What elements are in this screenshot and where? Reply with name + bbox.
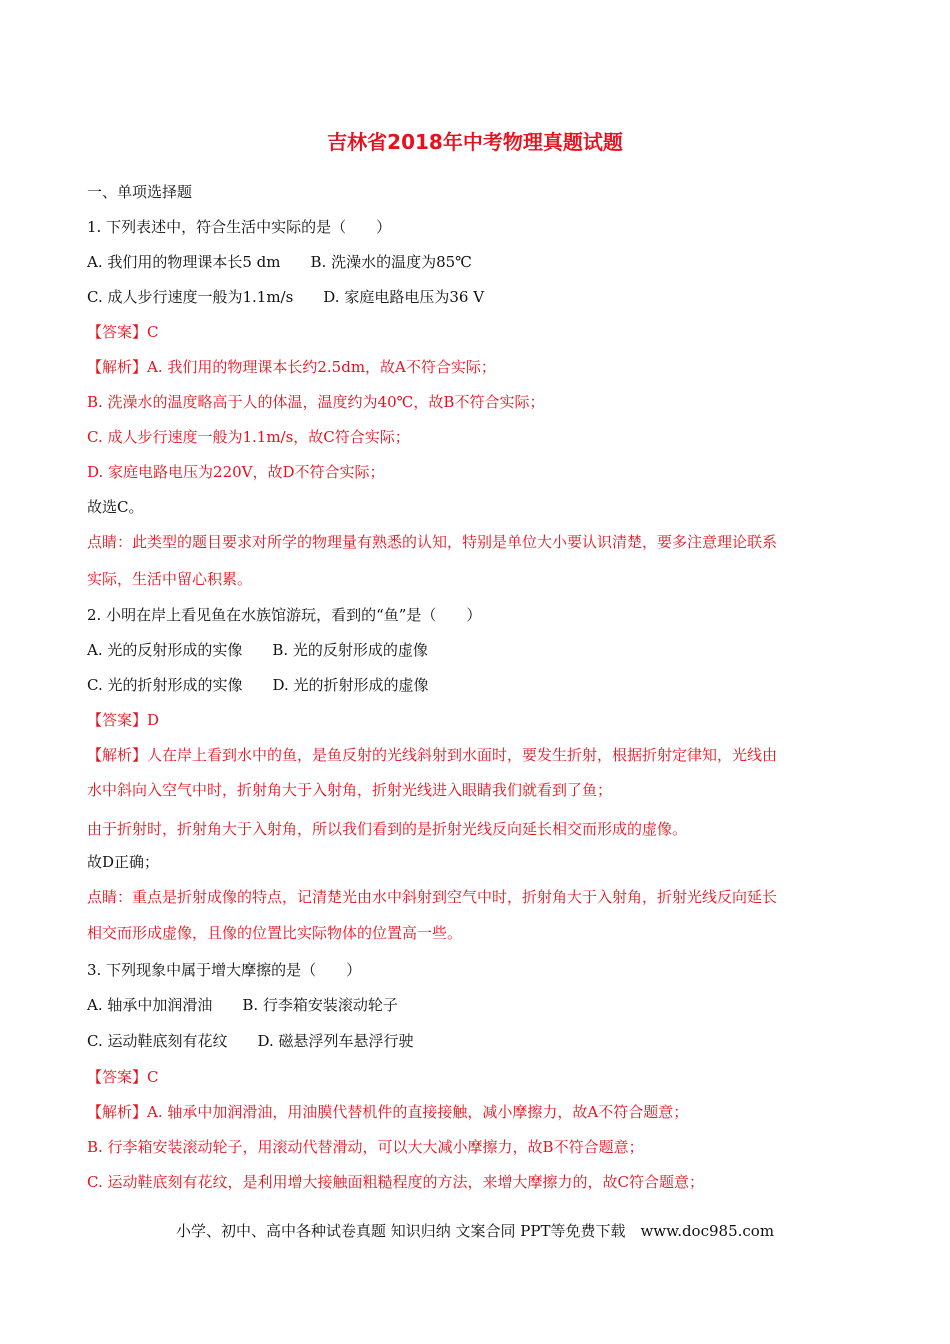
text-line: C. 光的折射形成的实像 D. 光的折射形成的虚像 bbox=[87, 676, 429, 694]
text-line: 1. 下列表述中，符合生活中实际的是（ ） bbox=[87, 218, 392, 236]
text-line: 点睛：此类型的题目要求对所学的物理量有熟悉的认知，特别是单位大小要认识清楚，要多注意理论联系 bbox=[87, 533, 778, 551]
text-line: 【解析】A. 我们用的物理课本长约2.5dm，故A不符合实际； bbox=[87, 358, 496, 376]
text-line: 【解析】A. 轴承中加润滑油，用油膜代替机件的直接接触，减小摩擦力，故A不符合题意； bbox=[87, 1103, 689, 1121]
text-line: 故D正确； bbox=[87, 853, 160, 871]
text-line: A. 轴承中加润滑油 B. 行李箱安装滚动轮子 bbox=[87, 996, 398, 1014]
text-line: B. 洗澡水的温度略高于人的体温，温度约为40℃，故B不符合实际； bbox=[87, 393, 545, 411]
text-line: C. 运动鞋底刻有花纹 D. 磁悬浮列车悬浮行驶 bbox=[87, 1032, 414, 1050]
text-line: 相交而形成虚像，且像的位置比实际物体的位置高一些。 bbox=[87, 924, 463, 942]
text-line: 故选C。 bbox=[87, 498, 144, 516]
text-line: 2. 小明在岸上看见鱼在水族馆游玩，看到的“鱼”是（ ） bbox=[87, 606, 482, 624]
text-line: 【答案】C bbox=[87, 1068, 159, 1086]
text-line: 实际，生活中留心积累。 bbox=[87, 570, 253, 588]
text-line: 点睛：重点是折射成像的特点，记清楚光由水中斜射到空气中时，折射角大于入射角，折射光线反向延长 bbox=[87, 888, 778, 906]
text-line: C. 成人步行速度一般为1.1m/s，故C符合实际； bbox=[87, 428, 410, 446]
section-heading: 一、单项选择题 bbox=[87, 183, 193, 201]
text-line: D. 家庭电路电压为220V，故D不符合实际； bbox=[87, 463, 385, 481]
text-line: A. 光的反射形成的实像 B. 光的反射形成的虚像 bbox=[87, 641, 428, 659]
text-line: 【答案】C bbox=[87, 323, 159, 341]
text-line: 水中斜向入空气中时，折射角大于入射角，折射光线进入眼睛我们就看到了鱼； bbox=[87, 781, 613, 799]
page-footer: 小学、初中、高中各种试卷真题 知识归纳 文案合同 PPT等免费下载 www.doc985.com bbox=[175, 1222, 775, 1240]
text-line: C. 成人步行速度一般为1.1m/s D. 家庭电路电压为36 V bbox=[87, 288, 485, 306]
page-title: 吉林省2018年中考物理真题试题 bbox=[327, 130, 623, 154]
text-line: B. 行李箱安装滚动轮子，用滚动代替滑动，可以大大减小摩擦力，故B不符合题意； bbox=[87, 1138, 644, 1156]
text-line: 【答案】D bbox=[87, 711, 160, 729]
text-line: 由于折射时，折射角大于入射角，所以我们看到的是折射光线反向延长相交而形成的虚像。 bbox=[87, 820, 688, 838]
text-line: 3. 下列现象中属于增大摩擦的是（ ） bbox=[87, 961, 362, 979]
text-line: A. 我们用的物理课本长5 dm B. 洗澡水的温度为85℃ bbox=[87, 253, 472, 271]
text-line: C. 运动鞋底刻有花纹，是利用增大接触面粗糙程度的方法，来增大摩擦力的，故C符合题意； bbox=[87, 1173, 704, 1191]
text-line: 【解析】人在岸上看到水中的鱼，是鱼反射的光线斜射到水面时，要发生折射，根据折射定律知，光线由 bbox=[87, 746, 778, 764]
